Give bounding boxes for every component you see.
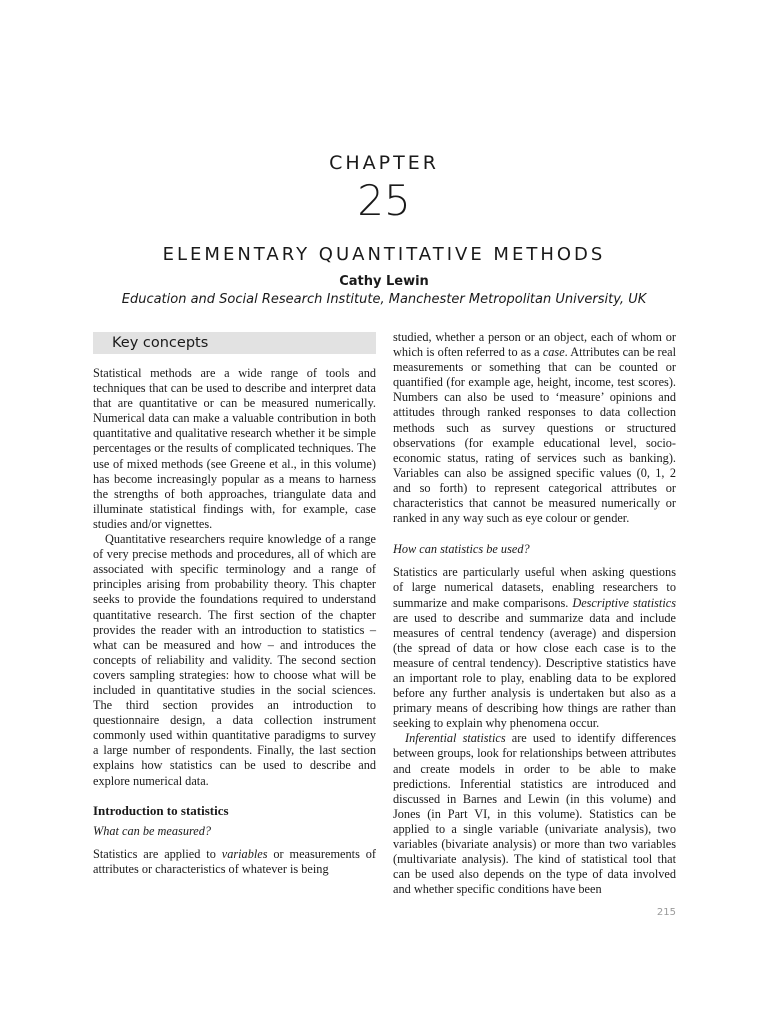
paragraph: Statistical methods are a wide range of tools and techniques that can be used to describe and interpret data that are quantitative or can be measured numerically. Numerical data can make a valuable contribution in both quantitative and qualitative research whether it be simple percentages or the results of complicated techniques. The use of mixed methods (see Greene et al., in this volume) has become increasingly popular as a means to harness the strengths of both approaches, triangulate data and illuminate statistical findings with, for example, case studies and/or vignettes. — [93, 366, 376, 531]
page-number: 215 — [656, 907, 676, 918]
section-heading: Introduction to statistics — [93, 802, 229, 818]
paragraph: Statistics are applied to variables or measurements of attributes or characteristics of whatever is being — [93, 846, 376, 876]
chapter-number: 25 — [357, 176, 411, 225]
key-concepts-box — [93, 332, 376, 354]
key-concepts-heading: Key concepts — [112, 335, 209, 351]
paragraph: Quantitative researchers require knowledge of a range of very precise methods and procedures, all of which are associated with specific terminology and a range of principles arising from probability theory. This chapter seeks to provide the foundations required to understand quantitative research. The first section of the chapter provides the reader with an introduction to statistics – what can be measured and how – and introduces the concepts of reliability and validity. The second section covers sampling strategies: how to choose what will be included in quantitative studies in the social sciences. The third section provides an introduction to questionnaire design, a data collection instrument commonly used within quantitative paradigms to survey a large number of respondents. Finally, the last section explains how statistics can be used to describe and explore numerical data. — [93, 532, 376, 788]
paragraph: Inferential statistics are used to identify differences between groups, look for relationships between attributes and create models in order to be able to make predictions. Inferential statistics are introduced and discussed in Barnes and Lewin (in this volume) and Jones (in Part VI, in this volume). Statistics can be applied to a single variable (univariate analysis), two variables (bivariate analysis) or more than two variables (multivariate analysis). The kind of statistical tool that can be used also depends on the type of data involved and whether specific conditions have been — [393, 731, 676, 897]
left-column — [93, 330, 376, 877]
paragraph: studied, whether a person or an object, each of whom or which is often referred to as a case. Attributes can be real measurements or something that can be counted or quantified (for example age, height, income, test scores). Numbers can also be used to ‘measure’ opinions and attitudes through ranked responses to data collection methods such as survey questions or structured observations (for example educational level, socio-economic status, rating of services such as banking). Variables can also be assigned specific values (0, 1, 2 and so forth) to represent categorical attributes or characteristics that cannot be measured numerically or ranked in any way such as eye colour or gender. — [393, 330, 676, 526]
subsection-heading: What can be measured? — [93, 823, 212, 838]
subsection-heading: How can statistics be used? — [393, 542, 530, 557]
author-name: Cathy Lewin — [339, 274, 429, 289]
chapter-title: ELEMENTARY QUANTITATIVE METHODS — [162, 244, 606, 265]
right-column — [393, 330, 676, 897]
chapter-label: CHAPTER — [329, 152, 439, 174]
paragraph: Statistics are particularly useful when asking questions of large numerical datasets, enabling researchers to summarize and make comparisons. Descriptive statistics are used to describe and summarize data and include measures of central tendency (average) and dispersion (the spread of data or how close each case is to the measure of central tendency). Descriptive statistics have an important role to play, enabling data to be explored before any further analysis is undertaken but also as a primary means of describing how things are rather than seeking to explain why phenomena occur. — [393, 565, 676, 731]
author-affiliation: Education and Social Research Institute, Manchester Metropolitan University, UK — [121, 292, 647, 307]
